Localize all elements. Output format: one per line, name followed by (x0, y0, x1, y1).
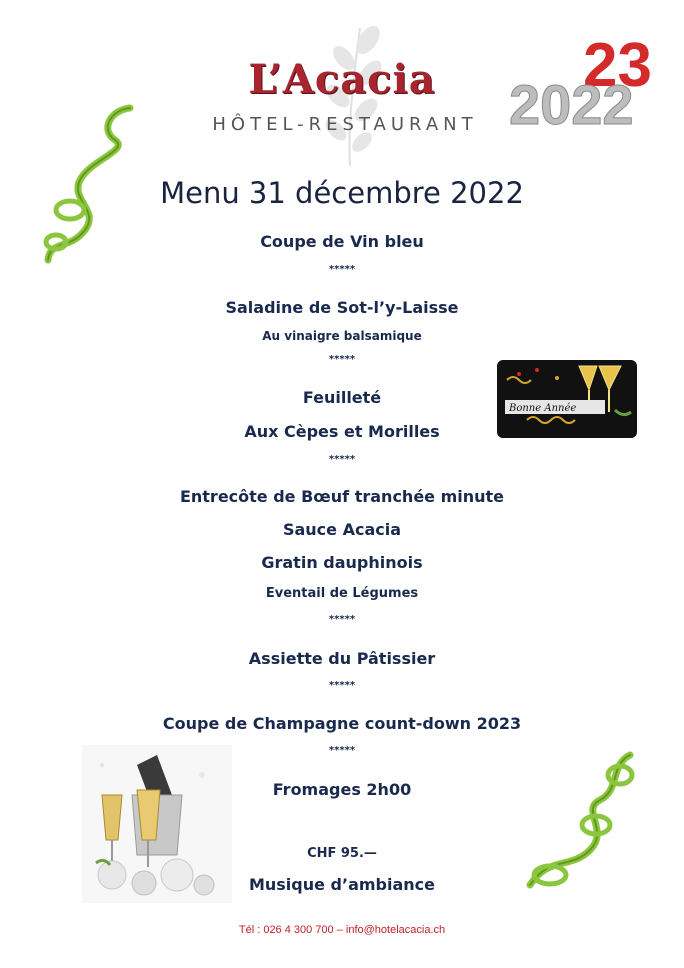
bonne-annee-badge (497, 360, 637, 438)
music-note: Musique d’ambiance (248, 875, 436, 894)
course-feuillete: Feuilleté (302, 388, 382, 407)
brand-logo-text: L’Acacia (248, 56, 436, 103)
separator: ***** (328, 680, 356, 691)
course-champagne: Coupe de Champagne count-down 2023 (162, 714, 522, 733)
separator: ***** (328, 614, 356, 625)
menu-title: Menu 31 décembre 2022 (160, 176, 524, 210)
separator: ***** (328, 745, 356, 756)
course-main-vegetables: Eventail de Légumes (265, 586, 419, 601)
course-dessert: Assiette du Pâtissier (248, 649, 436, 668)
year-top-digits: 23 (583, 31, 652, 100)
course-salad-detail: Au vinaigre balsamique (262, 329, 422, 343)
course-main: Entrecôte de Bœuf tranchée minute (179, 487, 505, 506)
course-starter-drink: Coupe de Vin bleu (260, 232, 424, 251)
ribbon-bottom-right (510, 745, 660, 905)
separator: ***** (328, 264, 356, 275)
champagne-photo (82, 745, 232, 903)
course-salad: Saladine de Sot-l’y-Laisse (225, 298, 459, 317)
year-bottom-digits: 2022 (509, 73, 634, 136)
footer-contact: Tél : 026 4 300 700 – info@hotelacacia.ch (238, 924, 446, 936)
separator: ***** (328, 354, 356, 365)
course-main-sauce: Sauce Acacia (282, 520, 402, 539)
course-feuillete-detail: Aux Cèpes et Morilles (244, 422, 440, 441)
separator: ***** (328, 454, 356, 465)
course-main-side: Gratin dauphinois (261, 553, 423, 572)
badge-text: Bonne Année (509, 403, 577, 414)
course-cheese: Fromages 2h00 (272, 780, 412, 799)
menu-price: CHF 95.— (307, 846, 377, 861)
year-2023-graphic (505, 28, 670, 138)
brand-subtitle: HÔTEL-RESTAURANT (212, 114, 478, 135)
